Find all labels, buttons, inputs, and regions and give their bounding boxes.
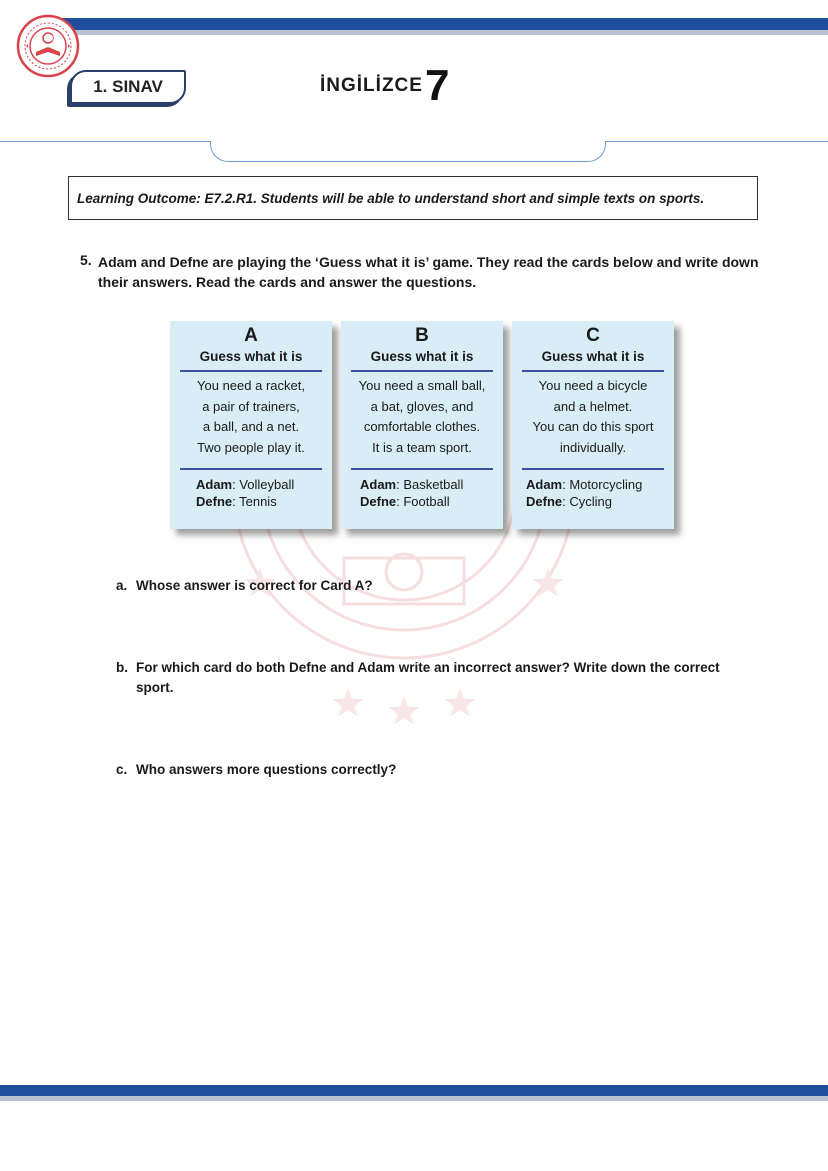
adam-answer bbox=[360, 476, 463, 493]
header-notch bbox=[210, 141, 606, 162]
grade-number: 7 bbox=[424, 61, 450, 110]
card-letter: B bbox=[415, 325, 429, 346]
adam-answer-value: : Volleyball bbox=[232, 477, 295, 492]
bottom-stripe bbox=[0, 1085, 828, 1096]
adam-label: Adam bbox=[360, 477, 397, 492]
learning-outcome-text: Learning Outcome: E7.2.R1. Students will be able to understand short and simple texts on sports. bbox=[77, 190, 705, 206]
top-stripe-secondary bbox=[62, 30, 828, 35]
exam-label: 1. SINAV bbox=[70, 70, 186, 104]
adam-answer-value: : Motorcycling bbox=[562, 477, 643, 492]
adam-label: Adam bbox=[196, 477, 233, 492]
adam-answer-value: : Basketball bbox=[396, 477, 464, 492]
learning-outcome-box bbox=[68, 176, 758, 220]
sub-question-b-label: b. bbox=[116, 660, 128, 675]
question-number: 5. bbox=[80, 252, 92, 268]
card-letter: C bbox=[586, 325, 600, 346]
adam-label: Adam bbox=[526, 477, 563, 492]
card-a bbox=[170, 321, 332, 529]
defne-answer bbox=[360, 493, 450, 510]
card-letter: A bbox=[244, 325, 258, 346]
card-line: Two people play it. bbox=[197, 439, 305, 455]
card-title: Guess what it is bbox=[199, 349, 303, 364]
card-line: and a helmet. bbox=[553, 398, 633, 414]
card-divider bbox=[180, 468, 322, 470]
sub-question-a-text: Whose answer is correct for Card A? bbox=[136, 578, 373, 593]
subject-name: İNGİLİZCE bbox=[320, 75, 423, 96]
sub-question-c-label: c. bbox=[116, 762, 128, 777]
sub-question-c-text: Who answers more questions correctly? bbox=[136, 762, 397, 777]
defne-answer-value: : Cycling bbox=[562, 494, 612, 509]
card-divider bbox=[351, 370, 493, 372]
adam-answer bbox=[526, 476, 642, 493]
adam-answer bbox=[196, 476, 294, 493]
card-line: You need a racket, bbox=[197, 378, 305, 393]
sub-question-a-label: a. bbox=[116, 578, 128, 593]
card-divider bbox=[351, 468, 493, 470]
card-description bbox=[516, 376, 670, 458]
defne-label: Defne bbox=[196, 494, 233, 509]
ministry-seal-icon bbox=[16, 14, 80, 78]
card-description bbox=[174, 376, 328, 458]
card-divider bbox=[522, 468, 664, 470]
bottom-stripe-secondary bbox=[0, 1096, 828, 1101]
sub-question-b-text: For which card do both Defne and Adam write an incorrect answer? Write down the correct sport. bbox=[136, 660, 720, 695]
card-line: comfortable clothes. bbox=[363, 419, 481, 434]
question-text: Adam and Defne are playing the ‘Guess what it is’ game. They read the cards below and write down their answers. Read the cards and answer the questions. bbox=[98, 254, 759, 290]
card-b bbox=[341, 321, 503, 529]
card-line: a pair of trainers, bbox=[202, 398, 300, 414]
card-line: You need a small ball, bbox=[358, 378, 486, 393]
defne-label: Defne bbox=[360, 494, 397, 509]
defne-answer-value: : Football bbox=[396, 494, 450, 509]
subject-heading bbox=[320, 61, 450, 110]
card-line: a ball, and a net. bbox=[202, 419, 300, 434]
card-description bbox=[345, 376, 499, 458]
defne-answer bbox=[526, 493, 612, 510]
card-c bbox=[512, 321, 674, 529]
card-line: a bat, gloves, and bbox=[370, 398, 474, 414]
card-divider bbox=[180, 370, 322, 372]
card-line: individually. bbox=[559, 439, 627, 455]
card-line: It is a team sport. bbox=[372, 439, 472, 455]
defne-answer-value: : Tennis bbox=[232, 494, 277, 509]
card-line: You need a bicycle bbox=[538, 378, 648, 393]
top-stripe bbox=[62, 18, 828, 30]
card-line: You can do this sport bbox=[532, 419, 654, 434]
defne-label: Defne bbox=[526, 494, 563, 509]
defne-answer bbox=[196, 493, 277, 510]
card-divider bbox=[522, 370, 664, 372]
card-title: Guess what it is bbox=[370, 349, 474, 364]
card-title: Guess what it is bbox=[541, 349, 645, 364]
